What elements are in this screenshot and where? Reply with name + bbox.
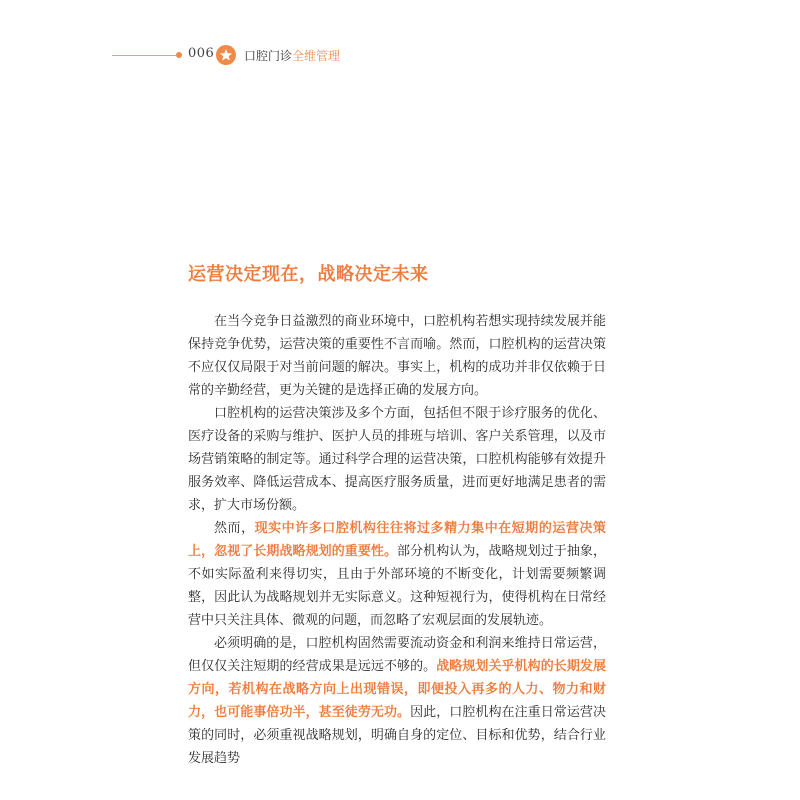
- highlighted-text: 战略规划关乎机构的长期发展方向，若机构在战略方向上出现错误，即便投入再多的人力、物力和财力，也可能事倍功半，甚至徒劳无功。: [188, 659, 606, 720]
- paragraph-text: 因此，口腔机构在注重日常运营决策的同时，必须重视战略规划，明确自身的定位、目标和优势，结合行业发展趋势: [188, 705, 606, 766]
- paragraph: [188, 517, 606, 632]
- paragraph-text: 然而，: [214, 521, 255, 536]
- body-text: [188, 310, 606, 770]
- paragraph: [188, 310, 606, 402]
- paragraph-text: 口腔机构的运营决策涉及多个方面，包括但不限于诊疗服务的优化、医疗设备的采购与维护、医护人员的排班与培训、客户关系管理，以及市场营销策略的制定等。通过科学合理的运营决策，口腔机构能够有效提升服务效率、降低运营成本、提高医疗服务质量，进而更好地满足患者的需求，扩大市场份额。: [188, 406, 606, 513]
- page-number: 006: [188, 46, 215, 61]
- book-title-accent: 全维管理: [292, 49, 341, 63]
- paragraph-text: 必须明确的是，口腔机构固然需要流动资金和利润来维持日常运营，但仅仅关注短期的经营成果是远远不够的。: [188, 636, 606, 674]
- book-title-main: 口腔门诊: [244, 49, 293, 63]
- header-dot: [176, 52, 182, 58]
- paragraph: [188, 632, 606, 770]
- paragraph-text: 部分机构认为，战略规划过于抽象，不如实际盈利来得切实，且由于外部环境的不断变化，计划需要频繁调整，因此认为战略规划并无实际意义。这种短视行为，使得机构在日常经营中只关注具体、微观的问题，而忽略了宏观层面的发展轨迹。: [188, 544, 606, 628]
- book-title: [244, 47, 340, 64]
- highlighted-text: 现实中许多口腔机构往往将过多精力集中在短期的运营决策上，忽视了长期战略规划的重要性。: [188, 521, 606, 559]
- header-rule: [112, 55, 176, 56]
- star-icon: [216, 45, 236, 65]
- paragraph: [188, 402, 606, 517]
- paragraph-text: 在当今竞争日益激烈的商业环境中，口腔机构若想实现持续发展并能保持竞争优势，运营决策的重要性不言而喻。然而，口腔机构的运营决策不应仅仅局限于对当前问题的解决。事实上，机构的成功并非仅依赖于日常的辛勤经营，更为关键的是选择正确的发展方向。: [188, 314, 606, 398]
- section-title: 运营决定现在，战略决定未来: [188, 264, 429, 285]
